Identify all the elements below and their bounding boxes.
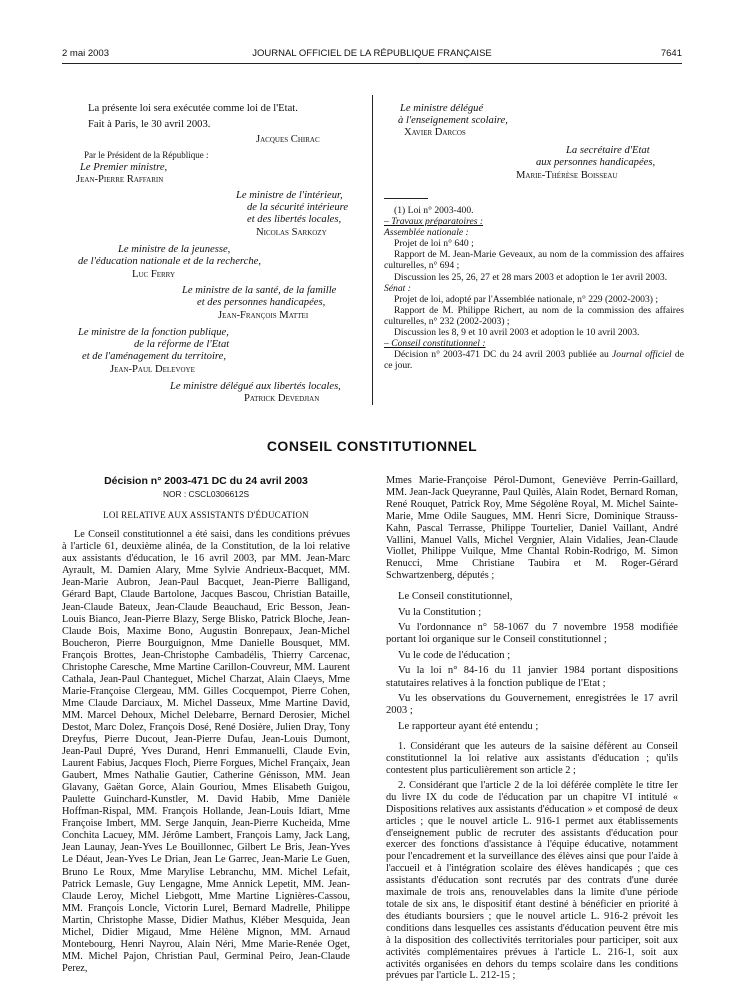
pm-name: Jean-Pierre Raffarin [76,174,164,185]
page-header [62,48,682,62]
decision-law-title: LOI RELATIVE AUX ASSISTANTS D'ÉDUCATION [103,509,309,520]
senat-label: Sénat : [384,282,411,294]
an-line-2: Rapport de M. Jean-Marie Geveaux, au nom de la commission des affaires culturelles, n° 694 ; [384,249,684,272]
execution-line: La présente loi sera exécutée comme loi de l'Etat. [88,103,298,114]
enseignement-name: Xavier Darcos [404,127,466,138]
an-line-3: Discussion les 25, 26, 27 et 28 mars 2003 et adoption le 1er avril 2003. [394,271,668,283]
jeunesse-title-1: Le ministre de la jeunesse, [118,244,231,255]
an-line-1: Projet de loi n° 640 ; [394,238,474,250]
conseil-line [384,349,684,371]
an-label: Assemblée nationale : [384,227,469,239]
conseil-line-c: de ce jour. [384,349,684,372]
fonction-title-1: Le ministre de la fonction publique, [78,327,229,338]
enseignement-title-1: Le ministre délégué [400,103,484,114]
fonction-title-3: et de l'aménagement du territoire, [82,351,226,362]
sante-title-2: et des personnes handicapées, [197,297,326,308]
handicap-title-2: aux personnes handicapées, [536,157,656,168]
president-signature: Jacques Chirac [256,134,320,145]
visa-intro: Le Conseil constitutionnel, [398,591,513,603]
decision-nor: NOR : CSCL0306612S [162,489,250,500]
jeunesse-name: Luc Ferry [132,269,176,280]
handicap-title-1: La secrétaire d'Etat [566,145,650,156]
senat-line-1: Projet de loi, adopté par l'Assemblée nationale, n° 229 (2002-2003) ; [394,293,659,305]
header-page-number: 7641 [660,48,682,59]
visa-ordonnance: Vu l'ordonnance n° 58-1067 du 7 novembre 1958 modifiée portant loi organique sur le Conseil constitutionnel ; [386,621,678,646]
footnote-rule [384,198,428,199]
date-line: Fait à Paris, le 30 avril 2003. [88,119,211,130]
sante-title-1: Le ministre de la santé, de la famille [182,285,337,296]
jeunesse-title-2: de l'éducation nationale et de la recherche, [78,256,261,267]
enseignement-title-2: à l'enseignement scolaire, [398,115,508,126]
handicap-name: Marie-Thérèse Boisseau [516,170,618,181]
visa-observations: Vu les observations du Gouvernement, enregistrées le 17 avril 2003 ; [386,693,678,717]
pm-title: Le Premier ministre, [80,162,168,173]
decision-left-column [62,475,350,975]
visa-loi-84-16: Vu la loi n° 84-16 du 11 janvier 1984 portant dispositions statutaires relatives à la fonction publique de l'Etat ; [386,665,678,689]
par-le-president: Par le Président de la République : [84,150,209,160]
considerant-1: 1. Considérant que les auteurs de la saisine défèrent au Conseil constitutionnel la loi relative aux assistants d'éducation ; qu'ils contestent plus particulièrement son article 2 ; [386,741,678,777]
conseil-label: – Conseil constitutionnel : [384,338,486,350]
interieur-title-2: de la sécurité intérieure [247,202,349,213]
conseil-line-a: Décision n° 2003-471 DC du 24 avril 2003 publiée au [394,349,613,361]
header-rule [62,63,682,64]
header-date: 2 mai 2003 [62,48,110,59]
senat-line-2: Rapport de M. Philippe Richert, au nom de la commission des affaires culturelles, n° 232 (2002-2003) ; [384,304,684,327]
interieur-name: Nicolas Sarkozy [256,227,327,238]
footnote [384,205,684,371]
considerant-2: 2. Considérant que l'article 2 de la loi déférée complète le titre Ier du livre IX du code de l'éducation par un chapitre VI intitulé « Dispositions relatives aux assistants d'éducation » et composé de deux articles ; que le nouvel article L. 916-1 permet aux établissements d'enseignement public de recruter des assistants d'éducation pour exercer des fonctions d'assistance à l'équipe éducative, notamment pour l'encadrement et la surveillance des élèves ainsi que pour l'aide à l'accueil et à l'intégration scolaire des élèves handicapés ; que ces assistants d'éducation sont recrutés par des contrats d'une durée maximale de trois ans, renouvelables dans la limite d'une période totale de six ans, le dispositif étant destiné à bénéficier en priorité à des étudiants boursiers ; que le nouvel article L. 916-2 prévoit les conditions dans lesquelles ces assistants d'éducation peuvent être mis à la disposition des collectivités territoriales pour participer, soit aux activités complémentaires prévues à l'article L. 216-1, soit aux activités organisées en dehors du temps scolaire dans les conditions prévues par l'article L. 212-15 ; [386,779,678,982]
footnote-ref: (1) Loi n° 2003-400. [394,205,474,216]
header-journal-title: JOURNAL OFFICIEL DE LA RÉPUBLIQUE FRANÇAISE [252,48,492,59]
sante-name: Jean-François Mattei [218,310,309,321]
fonction-name: Jean-Paul Delevoye [110,364,195,375]
senat-line-3: Discussion les 8, 9 et 10 avril 2003 et adoption le 10 avril 2003. [394,327,640,339]
libertes-name: Patrick Devedjian [244,393,320,404]
interieur-title-3: et des libertés locales, [247,214,342,225]
column-divider [372,95,373,405]
fonction-title-2: de la réforme de l'Etat [134,339,230,350]
decision-paragraph-1: Le Conseil constitutionnel a été saisi, dans les conditions prévues à l'article 61, deuxième alinéa, de la Constitution, de la loi relative aux assistants d'éducation, le 16 avril 2003, par MM. Jean-Marc Ayrault, M. Damien Alary, Mme Sylvie Andrieux-Bacquet, MM. Jean-Marie Aubron, Jean-Paul Bacquet, Jean-Pierre Balligand, Gérard Bapt, Claude Bartolone, Jacques Bascou, Christian Bataille, Jean-Claude Bateux, Jean-Claude Beauchaud, Eric Besson, Jean-Louis Bianco, Jean-Pierre Blazy, Serge Blisko, Patrick Bloche, Jean-Claude Bois, Maxime Bono, Augustin Bonrepaux, Jean-Michel Boucheron, Pierre Bourguignon, Mme Danielle Bousquet, MM. François Brottes, Jean-Christophe Cambadélis, Thierry Carcenac, Christophe Caresche, Mme Martine Carillon-Couvreur, MM. Laurent Cathala, Jean-Paul Chanteguet, Michel Charzat, Alain Claeys, Mme Marie-Françoise Clergeau, MM. Gilles Cocquempot, Pierre Cohen, Mme Claude Darciaux, M. Michel Dasseux, Mme Martine David, MM. Marcel Dehoux, Michel Delebarre, Bernard Derosier, Michel Destot, Marc Dolez, François Dosé, René Dosière, Julien Dray, Tony Dreyfus, Pierre Ducout, Jean-Pierre Dufau, Jean-Louis Dumont, Jean-Paul Dupré, Yves Durand, Henri Emmanuelli, Claude Evin, Laurent Fabius, Jacques Floch, Pierre Forgues, Michel Françaix, Jean Gaubert, Mmes Nathalie Gautier, Catherine Génisson, MM. Jean Glavany, Gaëtan Gorce, Alain Gouriou, Mmes Elisabeth Guigou, Paulette Guinchard-Kunstler, M. David Habib, Mme Danièle Hoffman-Rispal, MM. François Hollande, Jean-Louis Idiart, Mme Françoise Imbert, MM. Serge Janquin, Jean-Pierre Kucheida, Mme Conchita Lacuey, MM. Jérôme Lambert, François Lamy, Jack Lang, Jean Launay, Jean-Yves Le Bouillonnec, Gilbert Le Bris, Jean-Yves Le Déaut, Jean-Yves Le Drian, Jean Le Garrec, Jean-Marie Le Guen, Bruno Le Roux, Mme Marylise Lebranchu, MM. Michel Lefait, Patrick Lemasle, Guy Lengagne, Mme Annick Lepetit, MM. Jean-Claude Leroy, Michel Liebgott, Mme Martine Lignières-Cassou, MM. François Loncle, Victorin Lurel, Bernard Madrelle, Philippe Martin, Christophe Masse, Didier Mathus, Kléber Mesquida, Jean Michel, Didier Migaud, Mme Hélène Mignon, MM. Arnaud Montebourg, Henri Nayrou, Alain Néri, Mme Marie-Renée Oget, MM. Michel Pajon, Christian Paul, Germinal Peiro, Jean-Claude Perez, [62,529,350,974]
visa-rapporteur: Le rapporteur ayant été entendu ; [398,720,539,732]
visa-code-education: Vu le code de l'éducation ; [398,649,511,661]
conseil-line-journal: Journal officiel [612,349,672,361]
section-title: CONSEIL CONSTITUTIONNEL [266,438,478,454]
interieur-title-1: Le ministre de l'intérieur, [236,190,343,201]
visa-constitution: Vu la Constitution ; [398,606,482,618]
decision-right-column [386,475,678,982]
libertes-title: Le ministre délégué aux libertés locales, [170,381,341,392]
travaux-label: – Travaux préparatoires : [384,216,484,228]
decision-title: Décision n° 2003-471 DC du 24 avril 2003 [104,475,308,487]
decision-paragraph-1-cont: Mmes Marie-Françoise Pérol-Dumont, Geneviève Perrin-Gaillard, MM. Jean-Jack Queyranne, Paul Quilès, Alain Rodet, Bernard Roman, René Rouquet, Patrick Roy, Mme Ségolène Royal, M. Michel Sainte-Marie, Mme Odile Saugues, MM. Henri Sicre, Dominique Strauss-Kahn, Pascal Terrasse, Philippe Tourtelier, Daniel Vaillant, André Vallini, Manuel Valls, Michel Vergnier, Alain Vidalies, Jean-Claude Viollet, Philippe Vuilque, Mme Chantal Robin-Rodrigo, M. Simon Renucci, Mme Christiane Taubira et M. Roger-Gérard Schwartzenberg, députés ; [386,475,678,582]
